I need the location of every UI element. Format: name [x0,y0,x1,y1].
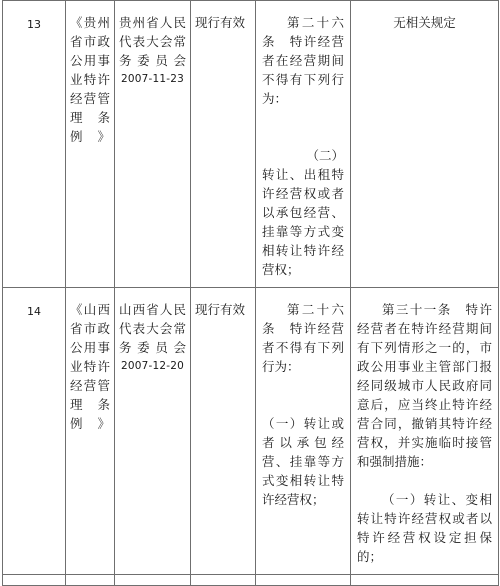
related-provision [351,288,499,575]
regulation-table [2,0,499,586]
table-row [3,575,499,586]
article-text [256,1,351,288]
issuing-body [115,1,191,288]
related-provision [351,1,499,288]
related-intro: 第三十一条 特许经营者在特许经营期间有下列情形之一的，市政公用事业主管部门报经同级城市人民政府同意后，应当终止特许经营合同，撤销其特许经营权，并实施临时接管和强制措施： [357,302,492,469]
empty-cell [115,575,191,586]
article-body: 转让、出租特许经营权或者以承包经营、挂靠等方式变相转让特许经营权； [262,167,344,277]
row-number: 14 [3,288,66,575]
empty-cell [256,575,351,586]
article-intro: 第二十六条 特许经营者不得有下列行为： [262,302,344,374]
issuing-body-name: 山西省人民代表大会常务委员会 [119,302,186,355]
table-row [3,288,499,575]
validity-status: 现行有效 [191,1,256,288]
issuing-body-name: 贵州省人民代表大会常务委员会 [119,15,186,68]
issue-date: 2007-12-20 [120,360,185,372]
related-text: 无相关规定 [393,15,456,30]
empty-cell [191,575,256,586]
table-row [3,1,499,288]
empty-cell [66,575,115,586]
article-intro: 第二十六条 特许经营者在经营期间不得有下列行为： [262,15,344,106]
law-title: 《山西省市政公用事业特许经营管理条例》 [66,288,115,575]
empty-cell [351,575,499,586]
issuing-body [115,288,191,575]
related-item: （一）转让、变相转让特许经营权或者以特许经营权设定担保的； [357,492,492,564]
empty-cell [3,575,66,586]
issue-date: 2007-11-23 [120,73,185,85]
law-title: 《贵州省市政公用事业特许经营管理条例》 [66,1,115,288]
row-number: 13 [3,1,66,288]
article-item: （二） [306,148,344,163]
article-text [256,288,351,575]
article-body: （一）转让或者以承包经营、挂靠等方式变相转让特许经营权； [262,416,344,507]
validity-status: 现行有效 [191,288,256,575]
